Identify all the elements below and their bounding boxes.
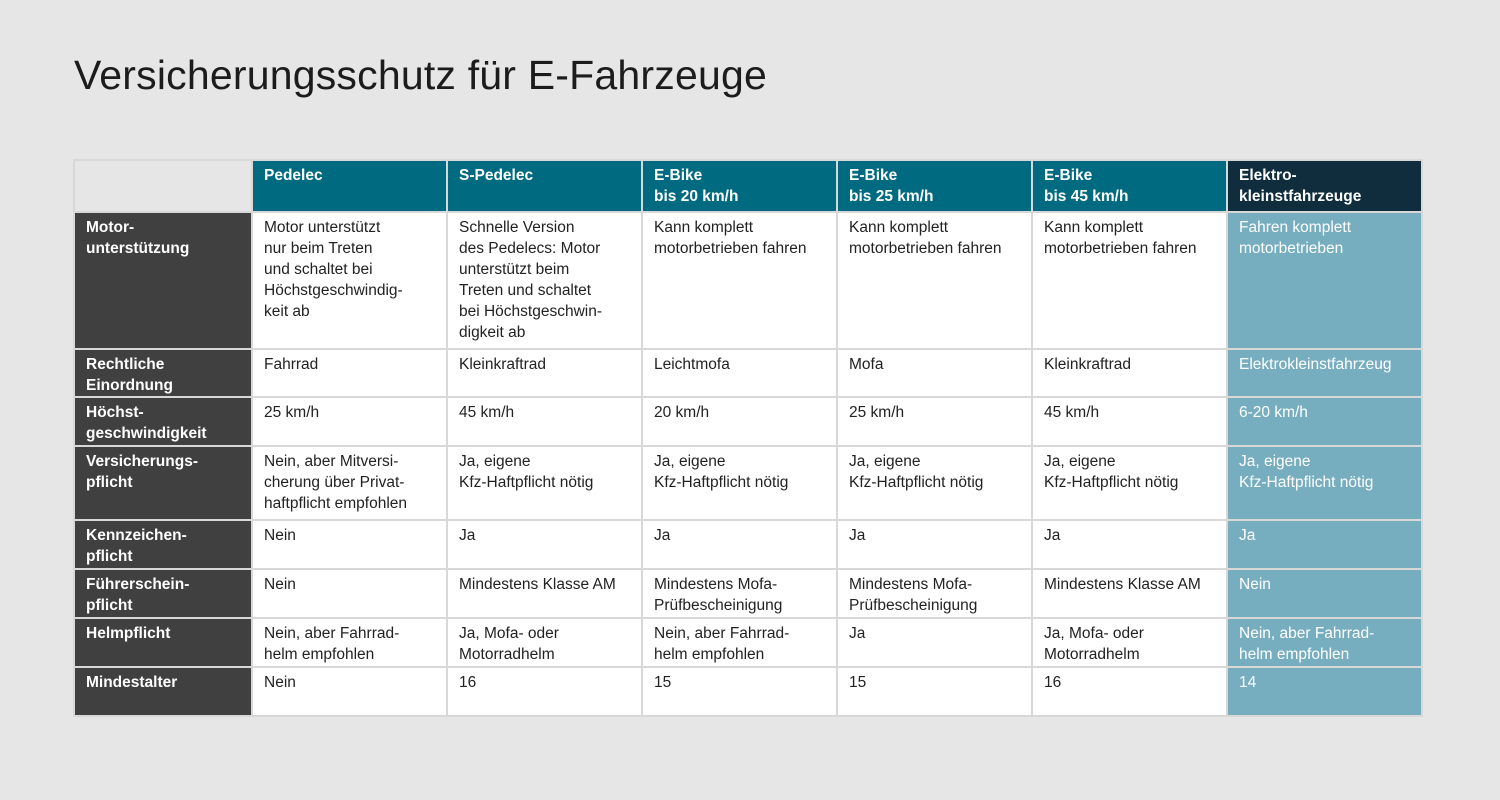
row-header: Führerschein- pflicht — [74, 569, 252, 618]
table-cell: Kann komplett motorbetrieben fahren — [1032, 212, 1227, 349]
header-row — [74, 160, 1422, 212]
row-header: Versicherungs- pflicht — [74, 446, 252, 520]
table-cell: Ja, Mofa- oder Motorradhelm — [1032, 618, 1227, 667]
table-cell: Ja, Mofa- oder Motorradhelm — [447, 618, 642, 667]
table-cell: 45 km/h — [1032, 397, 1227, 446]
row-header: Rechtliche Einordnung — [74, 349, 252, 397]
table-cell: Nein, aber Mitversi- cherung über Privat- haftpflicht empfohlen — [252, 446, 447, 520]
table-cell: 20 km/h — [642, 397, 837, 446]
table-cell: Ja — [642, 520, 837, 569]
table-cell: Mindestens Klasse AM — [447, 569, 642, 618]
table-row — [74, 397, 1422, 446]
row-header: Höchst- geschwindigkeit — [74, 397, 252, 446]
table-cell: Ja — [1227, 520, 1422, 569]
table-row — [74, 212, 1422, 349]
table-cell: Ja, eigene Kfz-Haftpflicht nötig — [837, 446, 1032, 520]
table-cell: Ja, eigene Kfz-Haftpflicht nötig — [1227, 446, 1422, 520]
table-row — [74, 349, 1422, 397]
table-cell: 16 — [447, 667, 642, 716]
table-cell: Nein — [252, 667, 447, 716]
table-cell: Elektrokleinstfahrzeug — [1227, 349, 1422, 397]
column-header: E-Bike bis 25 km/h — [837, 160, 1032, 212]
table-cell: Mindestens Mofa- Prüfbescheinigung — [642, 569, 837, 618]
table-cell: Ja, eigene Kfz-Haftpflicht nötig — [1032, 446, 1227, 520]
table-cell: Nein — [1227, 569, 1422, 618]
table-cell: Ja — [447, 520, 642, 569]
table-cell: 25 km/h — [252, 397, 447, 446]
page-title: Versicherungsschutz für E-Fahrzeuge — [74, 52, 767, 98]
table-cell: Leichtmofa — [642, 349, 837, 397]
table-cell: Mindestens Mofa- Prüfbescheinigung — [837, 569, 1032, 618]
row-header: Mindestalter — [74, 667, 252, 716]
table-cell: Fahrrad — [252, 349, 447, 397]
table-cell: Nein — [252, 569, 447, 618]
table-cell: Motor unterstützt nur beim Treten und schaltet bei Höchstgeschwindig- keit ab — [252, 212, 447, 349]
row-header: Motor- unterstützung — [74, 212, 252, 349]
table-cell: 6-20 km/h — [1227, 397, 1422, 446]
table-cell: Nein, aber Fahrrad- helm empfohlen — [642, 618, 837, 667]
table-row — [74, 569, 1422, 618]
table-cell: Ja — [837, 618, 1032, 667]
table-cell: 15 — [837, 667, 1032, 716]
corner-cell — [74, 160, 252, 212]
row-header: Kennzeichen- pflicht — [74, 520, 252, 569]
table-cell: Ja, eigene Kfz-Haftpflicht nötig — [447, 446, 642, 520]
table-cell: Ja, eigene Kfz-Haftpflicht nötig — [642, 446, 837, 520]
column-header: Pedelec — [252, 160, 447, 212]
table-cell: Nein — [252, 520, 447, 569]
row-header: Helmpflicht — [74, 618, 252, 667]
table-cell: Nein, aber Fahrrad- helm empfohlen — [1227, 618, 1422, 667]
table-cell: 15 — [642, 667, 837, 716]
table-cell: Ja — [1032, 520, 1227, 569]
table-cell: 16 — [1032, 667, 1227, 716]
table-cell: Kleinkraftrad — [1032, 349, 1227, 397]
column-header: Elektro- kleinstfahrzeuge — [1227, 160, 1422, 212]
column-header: S-Pedelec — [447, 160, 642, 212]
table-cell: Ja — [837, 520, 1032, 569]
table-cell: Fahren komplett motorbetrieben — [1227, 212, 1422, 349]
table-cell: Mofa — [837, 349, 1032, 397]
comparison-table — [73, 159, 1423, 717]
column-header: E-Bike bis 45 km/h — [1032, 160, 1227, 212]
table-row — [74, 618, 1422, 667]
table-cell: 14 — [1227, 667, 1422, 716]
table-cell: 45 km/h — [447, 397, 642, 446]
table-row — [74, 446, 1422, 520]
table-cell: Nein, aber Fahrrad- helm empfohlen — [252, 618, 447, 667]
column-header: E-Bike bis 20 km/h — [642, 160, 837, 212]
table-cell: Schnelle Version des Pedelecs: Motor unterstützt beim Treten und schaltet bei Höchstgeschwin- digkeit ab — [447, 212, 642, 349]
table-row — [74, 520, 1422, 569]
table-cell: Kann komplett motorbetrieben fahren — [837, 212, 1032, 349]
table-cell: Mindestens Klasse AM — [1032, 569, 1227, 618]
table-row — [74, 667, 1422, 716]
table-cell: Kann komplett motorbetrieben fahren — [642, 212, 837, 349]
table-cell: Kleinkraftrad — [447, 349, 642, 397]
table-cell: 25 km/h — [837, 397, 1032, 446]
